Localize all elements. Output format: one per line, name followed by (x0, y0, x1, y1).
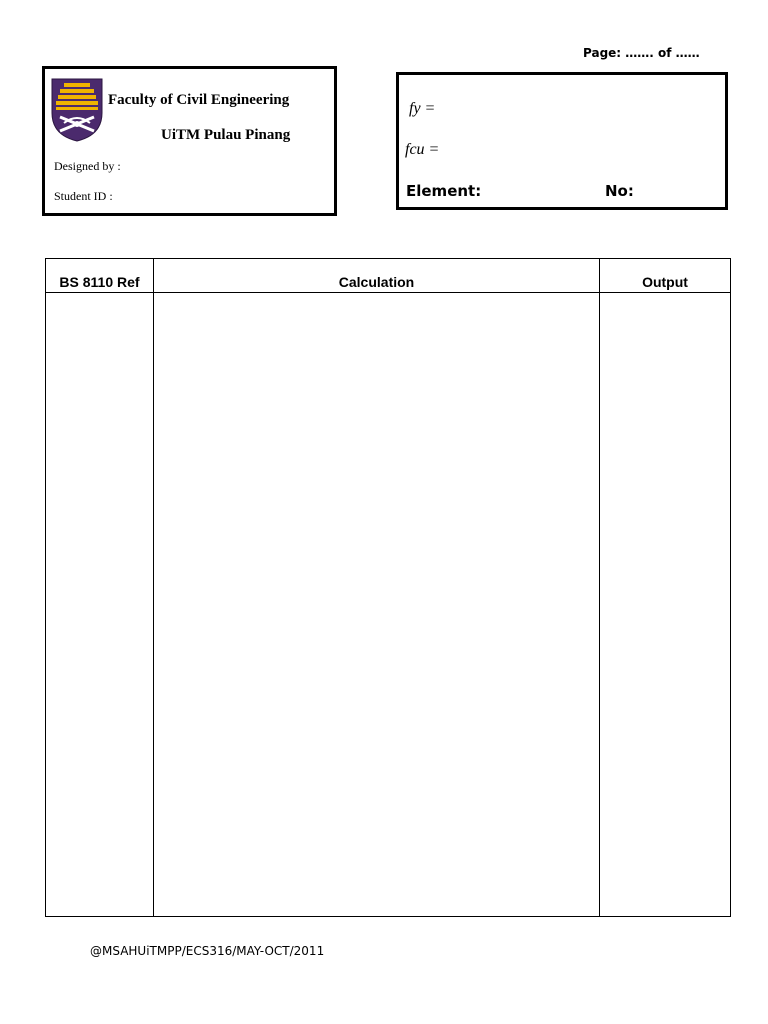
designed-by-label: Designed by : (54, 159, 121, 173)
calculation-cell[interactable] (154, 293, 600, 917)
ref-cell[interactable] (46, 293, 154, 917)
campus-name: UiTM Pulau Pinang (161, 127, 291, 143)
output-cell[interactable] (600, 293, 731, 917)
fy-label: fy = (409, 100, 436, 117)
ref-column-header: BS 8110 Ref (46, 259, 154, 293)
table-header-row (46, 259, 731, 293)
output-column-header: Output (600, 259, 731, 293)
element-number-label: No: (605, 182, 634, 200)
page-number: Page: ……. of …… (583, 46, 700, 60)
table-body-row (46, 293, 731, 917)
fcu-label: fcu = (405, 141, 440, 158)
faculty-name: Faculty of Civil Engineering (108, 92, 290, 108)
footer-reference: @MSAHUiTMPP/ECS316/MAY-OCT/2011 (90, 944, 325, 958)
calculation-column-header: Calculation (154, 259, 600, 293)
element-label: Element: (406, 182, 482, 200)
calculation-table (45, 258, 731, 917)
student-id-label: Student ID : (54, 189, 113, 203)
uitm-logo (50, 77, 104, 143)
